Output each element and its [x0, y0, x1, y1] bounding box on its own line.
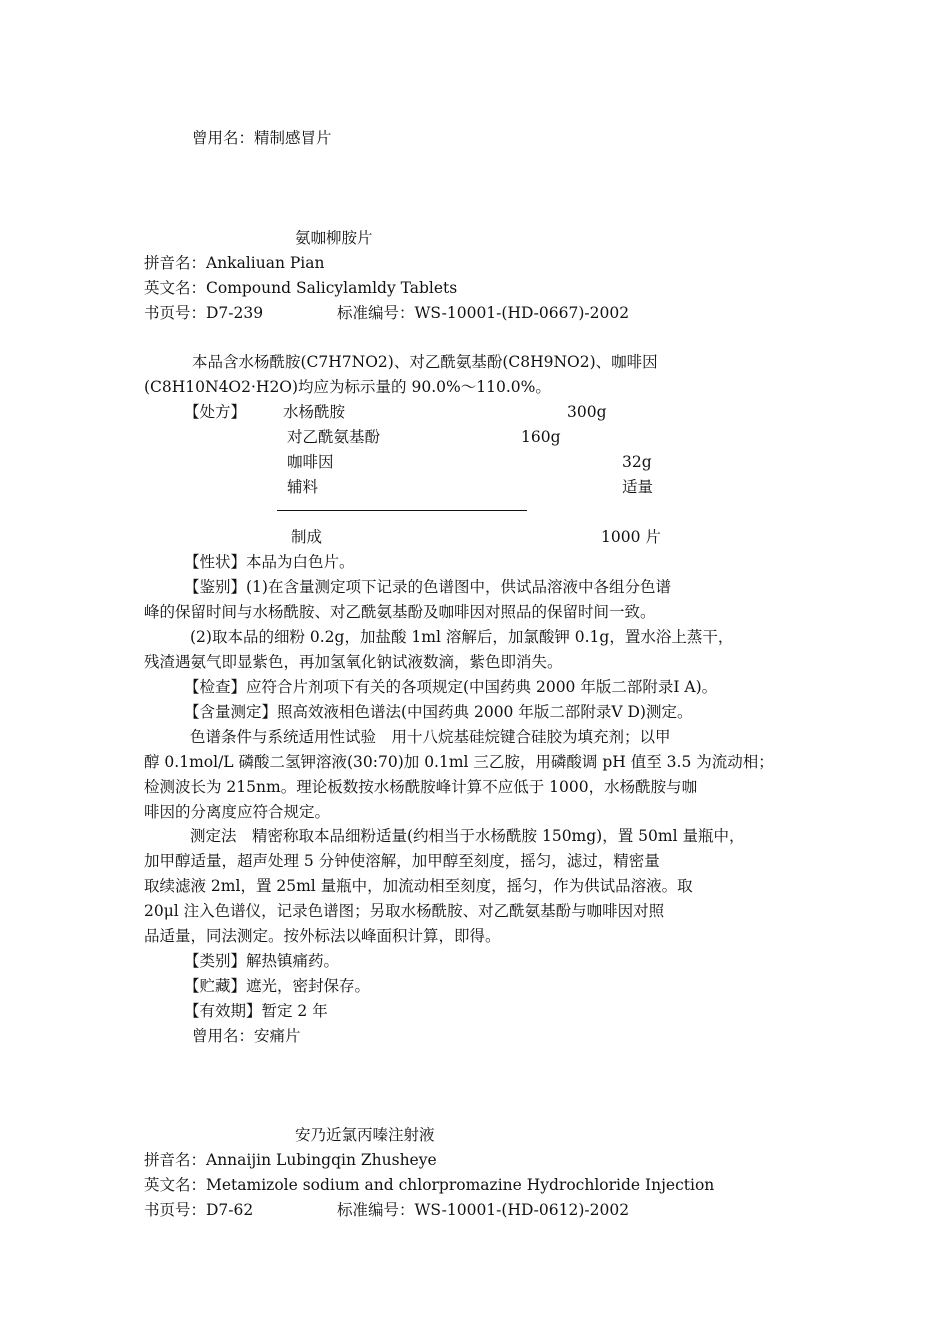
formula-item-name: 水杨酰胺	[283, 403, 346, 421]
formula-item-name: 辅料	[287, 478, 319, 496]
entry1-standard-no: 标准编号：WS-10001-(HD-0667)-2002	[337, 304, 630, 322]
header-alias: 曾用名：精制感冒片	[192, 129, 332, 147]
method-line-4: 20μl 注入色谱仪，记录色谱图；另取水杨酰胺、对乙酰氨基酚与咖啡因对照	[144, 902, 665, 920]
formula-divider	[277, 510, 527, 511]
formula-label: 【处方】	[184, 403, 247, 421]
formula-item-amount: 300g	[567, 403, 607, 421]
made-amount: 1000 片	[601, 528, 661, 546]
made-label: 制成	[291, 528, 323, 546]
method-line-5: 品适量，同法测定。按外标法以峰面积计算，即得。	[144, 927, 501, 945]
formula-item-amount: 160g	[521, 428, 561, 446]
chromatography-line-4: 啡因的分离度应符合规定。	[144, 803, 331, 821]
chromatography-line-3: 检测波长为 215nm。理论板数按水杨酰胺峰计算不应低于 1000，水杨酰胺与咖	[144, 778, 698, 796]
entry1-alias: 曾用名：安痛片	[192, 1027, 301, 1045]
entry2-title: 安乃近氯丙嗪注射液	[295, 1126, 435, 1144]
validity-section: 【有效期】暂定 2 年	[184, 1002, 328, 1020]
method-line-2: 加甲醇适量，超声处理 5 分钟使溶解，加甲醇至刻度，摇匀，滤过，精密量	[144, 852, 660, 870]
identification-1a: 【鉴别】(1)在含量测定项下记录的色谱图中，供试品溶液中各组分色谱	[184, 578, 671, 596]
entry1-page-no: 书页号：D7-239	[144, 304, 264, 322]
entry2-standard-no: 标准编号：WS-10001-(HD-0612)-2002	[337, 1201, 630, 1219]
identification-1b: 峰的保留时间与水杨酰胺、对乙酰氨基酚及咖啡因对照品的保留时间一致。	[144, 603, 656, 621]
category-section: 【类别】解热镇痛药。	[184, 952, 340, 970]
method-line-3: 取续滤液 2ml，置 25ml 量瓶中，加流动相至刻度，摇匀，作为供试品溶液。取	[144, 877, 693, 895]
entry1-title: 氨咖柳胺片	[295, 229, 373, 247]
identification-2b: 残渣遇氨气即显紫色，再加氢氧化钠试液数滴，紫色即消失。	[144, 653, 563, 671]
entry1-pinyin: 拼音名：Ankaliuan Pian	[144, 254, 325, 272]
assay-section: 【含量测定】照高效液相色谱法(中国药典 2000 年版二部附录Ⅴ D)测定。	[184, 703, 693, 721]
formula-item-amount: 32g	[622, 453, 652, 471]
method-line-1: 测定法 精密称取本品细粉适量(约相当于水杨酰胺 150mg)，置 50ml 量瓶中，	[190, 827, 745, 845]
formula-item-name: 咖啡因	[287, 453, 334, 471]
formula-item-amount: 适量	[622, 478, 654, 496]
entry1-english: 英文名：Compound Salicylamldy Tablets	[144, 279, 458, 297]
check-section: 【检查】应符合片剂项下有关的各项规定(中国药典 2000 年版二部附录Ⅰ A)。	[184, 678, 718, 696]
content-line-1: 本品含水杨酰胺(C7H7NO2)、对乙酰氨基酚(C8H9NO2)、咖啡因	[192, 353, 658, 371]
character-section: 【性状】本品为白色片。	[184, 553, 355, 571]
identification-2a: (2)取本品的细粉 0.2g，加盐酸 1ml 溶解后，加氯酸钾 0.1g，置水浴上蒸干，	[190, 628, 734, 646]
entry2-page-no: 书页号：D7-62	[144, 1201, 254, 1219]
storage-section: 【贮藏】遮光，密封保存。	[184, 977, 371, 995]
chromatography-line-2: 醇 0.1mol/L 磷酸二氢钾溶液(30:70)加 0.1ml 三乙胺，用磷酸调 pH 值至 3.5 为流动相；	[144, 753, 774, 771]
entry2-english: 英文名：Metamizole sodium and chlorpromazine Hydrochloride Injection	[144, 1176, 715, 1194]
chromatography-line-1: 色谱条件与系统适用性试验 用十八烷基硅烷键合硅胶为填充剂；以甲	[190, 728, 671, 746]
formula-item-name: 对乙酰氨基酚	[287, 428, 381, 446]
content-line-2: (C8H10N4O2·H2O)均应为标示量的 90.0%～110.0%。	[144, 378, 551, 396]
entry2-pinyin: 拼音名：Annaijin Lubingqin Zhusheye	[144, 1151, 437, 1169]
